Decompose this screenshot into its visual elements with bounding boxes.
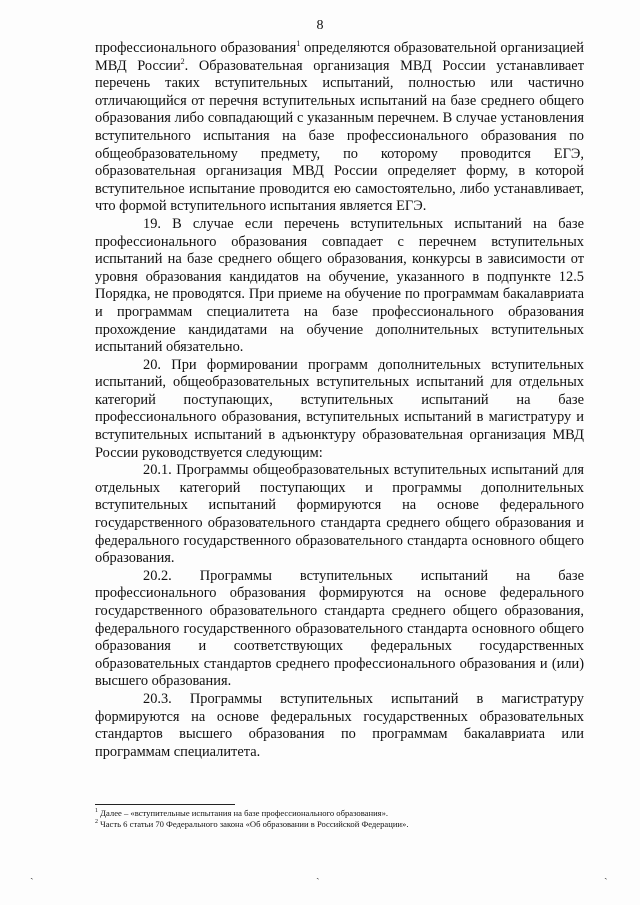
footnote-2-mark: 2 [95,819,98,826]
paragraph-20-3: 20.3. Программы вступительных испытаний в магистратуру формируются на основе федеральных государственных образовательных стандартов высшего образования по программам бакалавриата или программам специалитета. [95,690,584,760]
footnote-ref-2: 2 [180,56,185,66]
page-number: 8 [316,18,324,33]
footnotes [95,808,584,830]
scan-tick-mark: ˏ [30,868,34,880]
footnote-1 [95,808,584,819]
footnote-1-mark: 1 [95,808,98,815]
footnote-2-text: Часть 6 статьи 70 Федерального закона «Об образовании в Российской Федерации». [98,819,409,829]
paragraph-continuation-part-c: . Образовательная организация МВД России устанавливает перечень таких вступительных испытаний, полностью или частично отличающийся от перечня вступительных испытаний на базе среднего общего образования либо совпадающий с указанным перечнем. В случае установления вступительного испытания на базе профессионального образования по общеобразовательному предмету, по которому проводится ЕГЭ, образовательная организация МВД России определяет форму, в которой вступительное испытание проводится ею самостоятельно, либо устанавливает, что формой вступительного испытания является ЕГЭ. [95,57,584,215]
footnote-1-text: Далее – «вступительные испытания на базе профессионального образования». [98,808,389,818]
scan-tick-mark: ˏ [604,868,608,880]
body-text [95,40,584,761]
paragraph-20-1: 20.1. Программы общеобразовательных вступительных испытаний для отдельных категорий поступающих и программы дополнительных вступительных испытаний формируются на основе федерального государственного образовательного стандарта среднего общего образования и федерального государственного образовательного стандарта основного общего образования. [95,462,584,567]
footnote-ref-1: 1 [296,39,301,49]
scan-tick-mark: ˏ [316,868,320,880]
footnote-2 [95,819,584,830]
footnote-divider [95,804,235,805]
paragraph-20: 20. При формировании программ дополнительных вступительных испытаний, общеобразовательных вступительных испытаний для отдельных категорий поступающих, вступительных испытаний на базе профессионального образования, вступительных испытаний в магистратуру и вступительных испытаний в адъюнктуру образовательная организация МВД России руководствуется следующим: [95,356,584,461]
paragraph-continuation-part-a: профессионального образования [95,40,297,56]
paragraph-continuation-part-b: определяются образовательной организацией МВД России [95,40,584,74]
paragraph-continuation [95,40,584,216]
paragraph-19: 19. В случае если перечень вступительных испытаний на базе профессионального образования совпадает с перечнем вступительных испытаний на базе среднего общего образования, конкурсы в зависимости от уровня образования кандидатов на обучение, указанного в подпункте 12.5 Порядка, не проводятся. При приеме на обучение по программам бакалавриата и программам специалитета на базе профессионального образования прохождение кандидатами на обучение дополнительных вступительных испытаний обязательно. [95,215,584,356]
paragraph-20-2: 20.2. Программы вступительных испытаний на базе профессионального образования формируются на основе федерального государственного образовательного стандарта среднего общего образования, федерального государственного образовательного стандарта основного общего образования и соответствующих федеральных государственных образовательных стандартов среднего профессионального образования и (или) высшего образования. [95,567,584,690]
